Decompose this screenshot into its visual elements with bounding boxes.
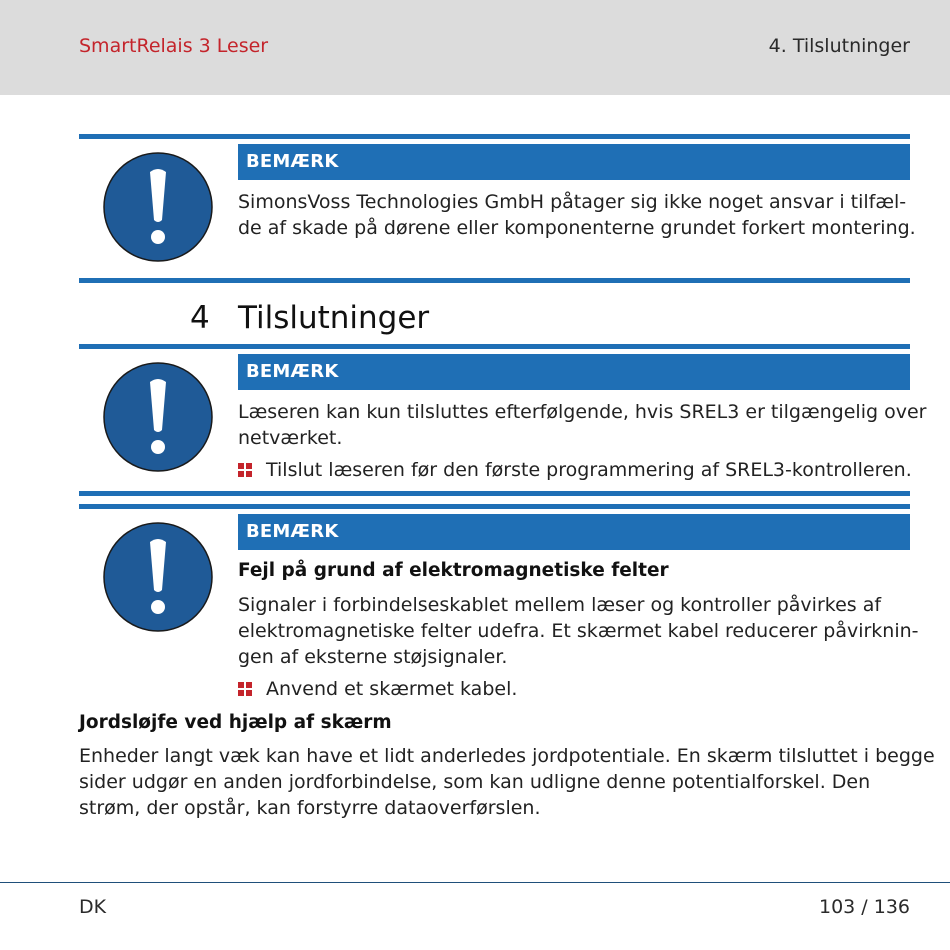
note-title-bar: BEMÆRK (238, 144, 910, 180)
note-text (238, 399, 926, 451)
section-title: Tilslutninger (238, 300, 430, 336)
note-text-line: Signaler i forbindelseskablet mellem læser og kontroller påvirkes af (238, 594, 882, 616)
bullet-squares-icon (238, 682, 252, 696)
note-bottom-rule (79, 278, 910, 283)
exclamation-circle-icon (103, 362, 213, 472)
page-number: 103 / 136 (818, 896, 910, 918)
note-bullet-text: Tilslut læseren før den første programmering af SREL3-kontrolleren. (266, 459, 912, 481)
note-text-line: elektromagnetiske felter udefra. Et skærmet kabel reducerer påvirknin- (238, 620, 919, 642)
note-bottom-rule (79, 491, 910, 496)
footer-language: DK (79, 896, 107, 918)
chapter-title: 4. Tilslutninger (768, 35, 910, 57)
note-text-line: de af skade på dørene eller komponenterne grundet forkert montering. (238, 217, 916, 239)
body-paragraph (79, 743, 935, 821)
note-top-rule (79, 344, 910, 349)
note-top-rule (79, 504, 910, 509)
bullet-squares-icon (238, 463, 252, 477)
note-text (238, 189, 916, 241)
body-line: sider udgør en anden jordforbindelse, som kan udligne denne potentialforskel. Den (79, 771, 871, 793)
body-line: Enheder langt væk kan have et lidt anderledes jordpotentiale. En skærm tilsluttet i begge (79, 745, 935, 767)
exclamation-circle-icon (103, 152, 213, 262)
note-bullet (238, 676, 517, 702)
note-text-line: Læseren kan kun tilsluttes efterfølgende, hvis SREL3 er tilgængelig over (238, 401, 927, 423)
note-text-line: netværket. (238, 427, 343, 449)
footer-rule (0, 882, 950, 883)
note-subheading: Fejl på grund af elektromagnetiske felter (238, 560, 669, 581)
note-text (238, 592, 919, 670)
note-text-line: gen af eksterne støjsignaler. (238, 646, 508, 668)
note-text-line: SimonsVoss Technologies GmbH påtager sig ikke noget ansvar i tilfæl- (238, 191, 907, 213)
product-title: SmartRelais 3 Leser (79, 35, 269, 57)
note-title-bar: BEMÆRK (238, 514, 910, 550)
body-line: strøm, der opstår, kan forstyrre dataoverførslen. (79, 797, 541, 819)
section-number: 4 (190, 300, 210, 336)
note-bullet (238, 457, 912, 483)
exclamation-circle-icon (103, 522, 213, 632)
note-title-bar: BEMÆRK (238, 354, 910, 390)
note-top-rule (79, 134, 910, 139)
body-subheading: Jordsløjfe ved hjælp af skærm (79, 712, 392, 733)
note-bullet-text: Anvend et skærmet kabel. (266, 678, 518, 700)
